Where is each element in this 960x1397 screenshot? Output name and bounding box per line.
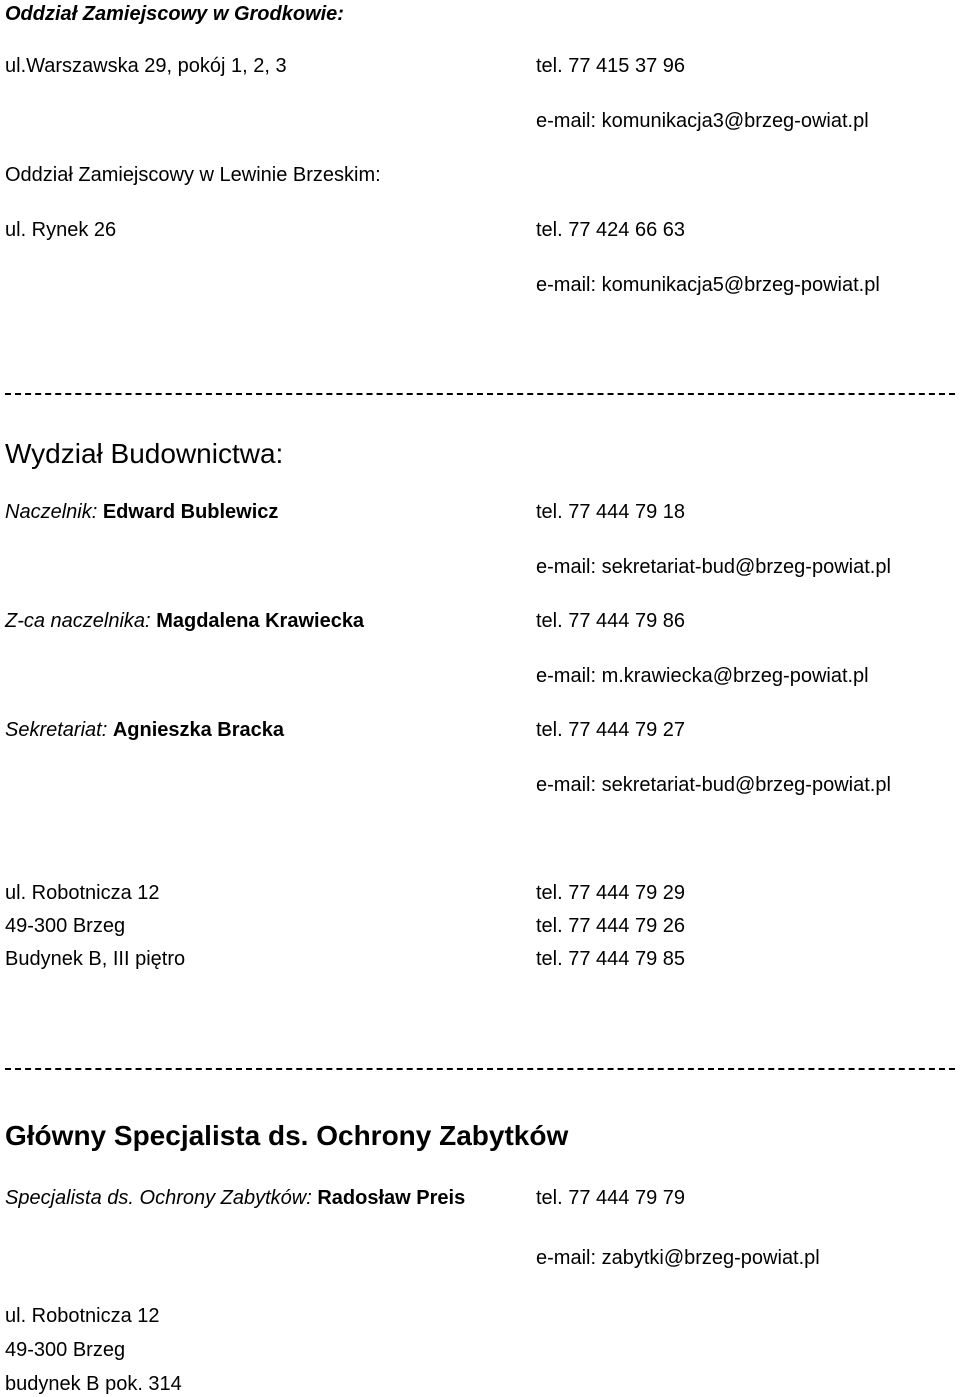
head-tel: tel. 77 444 79 18 (536, 501, 686, 523)
lewin-heading: Oddział Zamiejscowy w Lewinie Brzeskim: (5, 164, 381, 186)
zabytki-tel: tel. 77 444 79 79 (536, 1187, 686, 1209)
secretariat-name: Agnieszka Bracka (112, 719, 285, 741)
secretariat-email: e-mail: sekretariat-bud@brzeg-powiat.pl (536, 774, 891, 796)
zabytki-address-line: budynek B pok. 314 (5, 1373, 182, 1395)
lewin-email: e-mail: komunikacja5@brzeg-powiat.pl (536, 274, 880, 296)
deputy-tel: tel. 77 444 79 86 (536, 610, 686, 632)
zabytki-role: Specjalista ds. Ochrony Zabytków: (5, 1187, 312, 1209)
lewin-address: ul. Rynek 26 (5, 219, 117, 241)
lewin-tel: tel. 77 424 66 63 (536, 219, 686, 241)
zabytki-name: Radosław Preis (317, 1187, 466, 1209)
grodkow-email: e-mail: komunikacja3@brzeg-owiat.pl (536, 110, 869, 132)
budownictwo-address-line: Budynek B, III piętro (5, 948, 186, 970)
secretariat-tel: tel. 77 444 79 27 (536, 719, 686, 741)
deputy-email: e-mail: m.krawiecka@brzeg-powiat.pl (536, 665, 869, 687)
deputy-role: Z-ca naczelnika: (5, 610, 151, 632)
budownictwo-head-line (5, 500, 278, 524)
head-email: e-mail: sekretariat-bud@brzeg-powiat.pl (536, 556, 891, 578)
deputy-name: Magdalena Krawiecka (156, 610, 365, 632)
zabytki-specialist-line (5, 1186, 465, 1210)
budownictwo-tel-line: tel. 77 444 79 85 (536, 948, 686, 970)
grodkow-address: ul.Warszawska 29, pokój 1, 2, 3 (5, 55, 287, 77)
budownictwo-deputy-line (5, 609, 364, 633)
head-role: Naczelnik: (5, 501, 98, 523)
budownictwo-heading: Wydział Budownictwa: (5, 438, 284, 469)
section-divider (5, 1068, 955, 1070)
zabytki-address-line: 49-300 Brzeg (5, 1339, 126, 1361)
budownictwo-address-line: ul. Robotnicza 12 (5, 882, 160, 904)
head-name: Edward Bublewicz (102, 501, 279, 523)
budownictwo-address-line: 49-300 Brzeg (5, 915, 126, 937)
grodkow-heading: Oddział Zamiejscowy w Grodkowie: (5, 3, 344, 25)
zabytki-address-line: ul. Robotnicza 12 (5, 1305, 160, 1327)
secretariat-role: Sekretariat: (5, 719, 108, 741)
zabytki-email: e-mail: zabytki@brzeg-powiat.pl (536, 1247, 820, 1269)
budownictwo-tel-line: tel. 77 444 79 26 (536, 915, 686, 937)
zabytki-heading: Główny Specjalista ds. Ochrony Zabytków (5, 1120, 569, 1151)
budownictwo-tel-line: tel. 77 444 79 29 (536, 882, 686, 904)
section-divider (5, 393, 955, 395)
grodkow-tel: tel. 77 415 37 96 (536, 55, 686, 77)
budownictwo-secretariat-line (5, 718, 284, 742)
